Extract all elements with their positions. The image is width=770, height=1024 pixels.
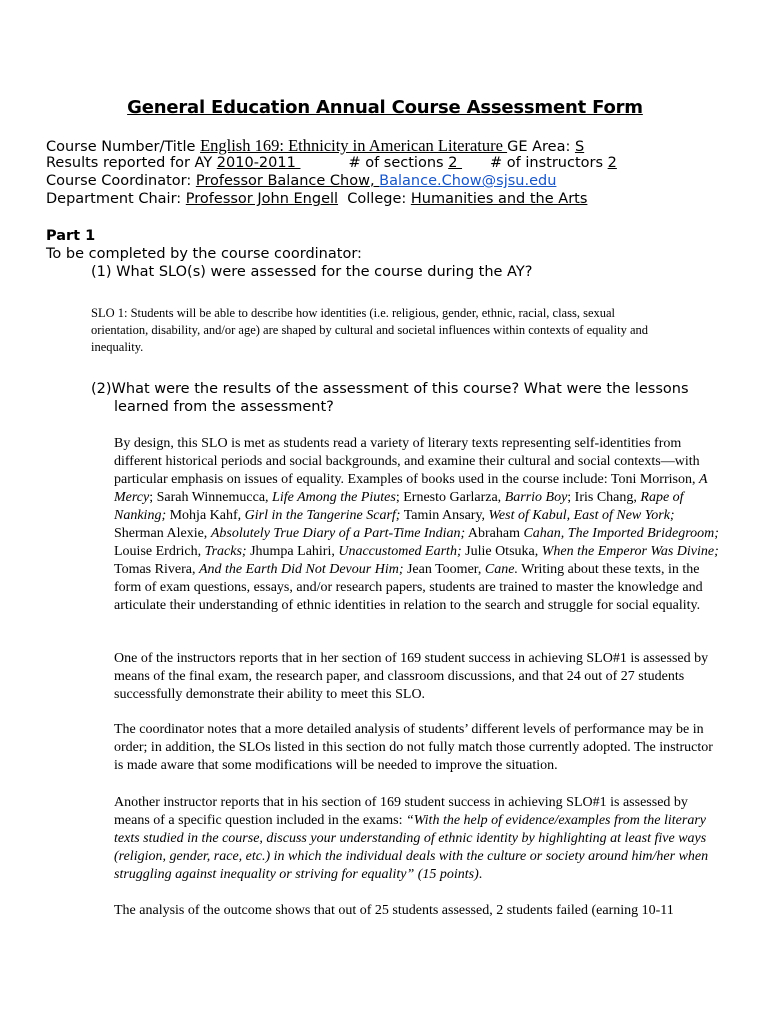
text-run: By design, this SLO is met as students read a variety of literary texts representing self-identities from different historical periods and social backgrounds, and examine their cultural and social contexts—with particular emphasis on issues of equality. Examples of books used in the course include: Toni Morrison, [114,436,700,487]
text-run: Another instructor reports that in his section of 169 student success in achieving SLO#1 is assessed by means of a specific question included in the exams: [114,795,688,828]
college-label: College: [347,191,411,207]
form-title: General Education Annual Course Assessment Form [127,97,643,118]
coordinator-row [46,173,556,189]
text-run: Jean Toomer, [403,562,485,577]
course-title: English 169: Ethnicity in American Literature [200,136,508,155]
sections-value: 2 [448,155,463,171]
book-title: West of Kabul, East of New York; [488,508,675,523]
book-title: Tracks; [204,544,247,559]
college-value: Humanities and the Arts [410,191,588,207]
text-run: ; Ernesto Garlarza, [395,490,505,505]
paragraph-coordinator-note: The coordinator notes that a more detailed analysis of students’ different levels of performance may be in order; in addition, the SLOs listed in this section do not fully match those currently adopted. The instructor is made aware that some modifications will be needed to improve the situation. [114,722,713,773]
book-title: Cahan, The Imported Bridegroom; [523,526,719,541]
question-2-line: (2)What were the results of the assessment of this course? What were the lessons [91,381,689,397]
coordinator-email-link[interactable]: Balance.Chow@sjsu.edu [379,173,557,189]
part-intro: To be completed by the course coordinator: [46,246,362,262]
paragraph-outcome-analysis: The analysis of the outcome shows that out of 25 students assessed, 2 students failed (earning 10-11 [114,903,674,918]
ge-area-label: GE Area: [507,139,575,155]
text-run: Louise Erdrich, [114,544,205,559]
coordinator-name: Professor Balance Chow [195,173,370,189]
course-row [46,136,584,156]
paragraph-design [114,435,724,615]
slo-line: orientation, disability, and/or age) are shaped by cultural and societal influences within contexts of equality and [91,323,649,337]
slo-statement [91,305,721,356]
text-run: Tamin Ansary, [400,508,489,523]
chair-row [46,191,587,207]
ge-area-value: S [574,139,585,155]
course-label: Course Number/Title [46,139,201,155]
text-run: Jhumpa Lahiri, [246,544,339,559]
text-run: Tomas Rivera, [114,562,199,577]
chair-label: Department Chair: [46,191,186,207]
paragraph-instructor-1: One of the instructors reports that in her section of 169 student success in achieving SLO#1 is assessed by means of the final exam, the research paper, and classroom discussions, and that 24 out of 27 students successfully demonstrate their ability to meet this SLO. [114,651,709,702]
sections-label: # of sections [348,155,449,171]
book-title: Life Among the Piutes [272,490,396,505]
book-title: When the Emperor Was Divine; [541,544,719,559]
part-heading: Part 1 [46,228,96,244]
question-2-line: learned from the assessment? [114,399,334,415]
text-run: Julie Otsuka, [461,544,542,559]
chair-name: Professor John Engell [185,191,339,207]
ay-value: 2010-2011 [216,155,301,171]
text-run: ; Iris Chang, [567,490,641,505]
coordinator-separator: , [369,173,380,189]
instructors-label: # of instructors [490,155,608,171]
book-title: Cane. [484,562,518,577]
text-run: ; Sarah Winnemucca, [149,490,273,505]
text-run: . [478,867,483,882]
coordinator-label: Course Coordinator: [46,173,196,189]
book-title: A Mercy [114,472,708,505]
results-row [46,155,617,171]
question-1: (1) What SLO(s) were assessed for the course during the AY? [91,264,533,280]
text-run: Writing about these texts, in the form of exam questions, essays, and/or research papers, students are trained to master the knowledge and articulate their understanding of ethnic identities in relation to the search and struggle for social equality. [114,562,703,613]
exam-question: “With the help of evidence/examples from the literary texts studied in the course, discuss your understanding of ethnic identity by highlighting at least five ways (religion, gender, race, etc.) in which the individual deals with the culture or society around him/her when struggling against inequality or striving for equality” (15 points) [114,813,709,882]
book-title: Unaccustomed Earth; [338,544,462,559]
paragraph-instructor-2 [114,794,724,884]
book-title: Rape of Nanking; [114,490,684,523]
instructors-value: 2 [607,155,617,171]
slo-line: inequality. [91,340,144,354]
book-title: Girl in the Tangerine Scarf; [244,508,401,523]
book-title: Absolutely True Diary of a Part-Time Indian; [210,526,466,541]
ay-label: Results reported for AY [46,155,217,171]
text-run: Mohja Kahf, [166,508,245,523]
book-title: Barrio Boy [504,490,568,505]
text-run: Abraham [465,526,524,541]
slo-line: SLO 1: Students will be able to describe how identities (i.e. religious, gender, ethnic, racial, class, sexual [91,306,616,320]
book-title: And the Earth Did Not Devour Him; [198,562,404,577]
text-run: Sherman Alexie, [114,526,211,541]
